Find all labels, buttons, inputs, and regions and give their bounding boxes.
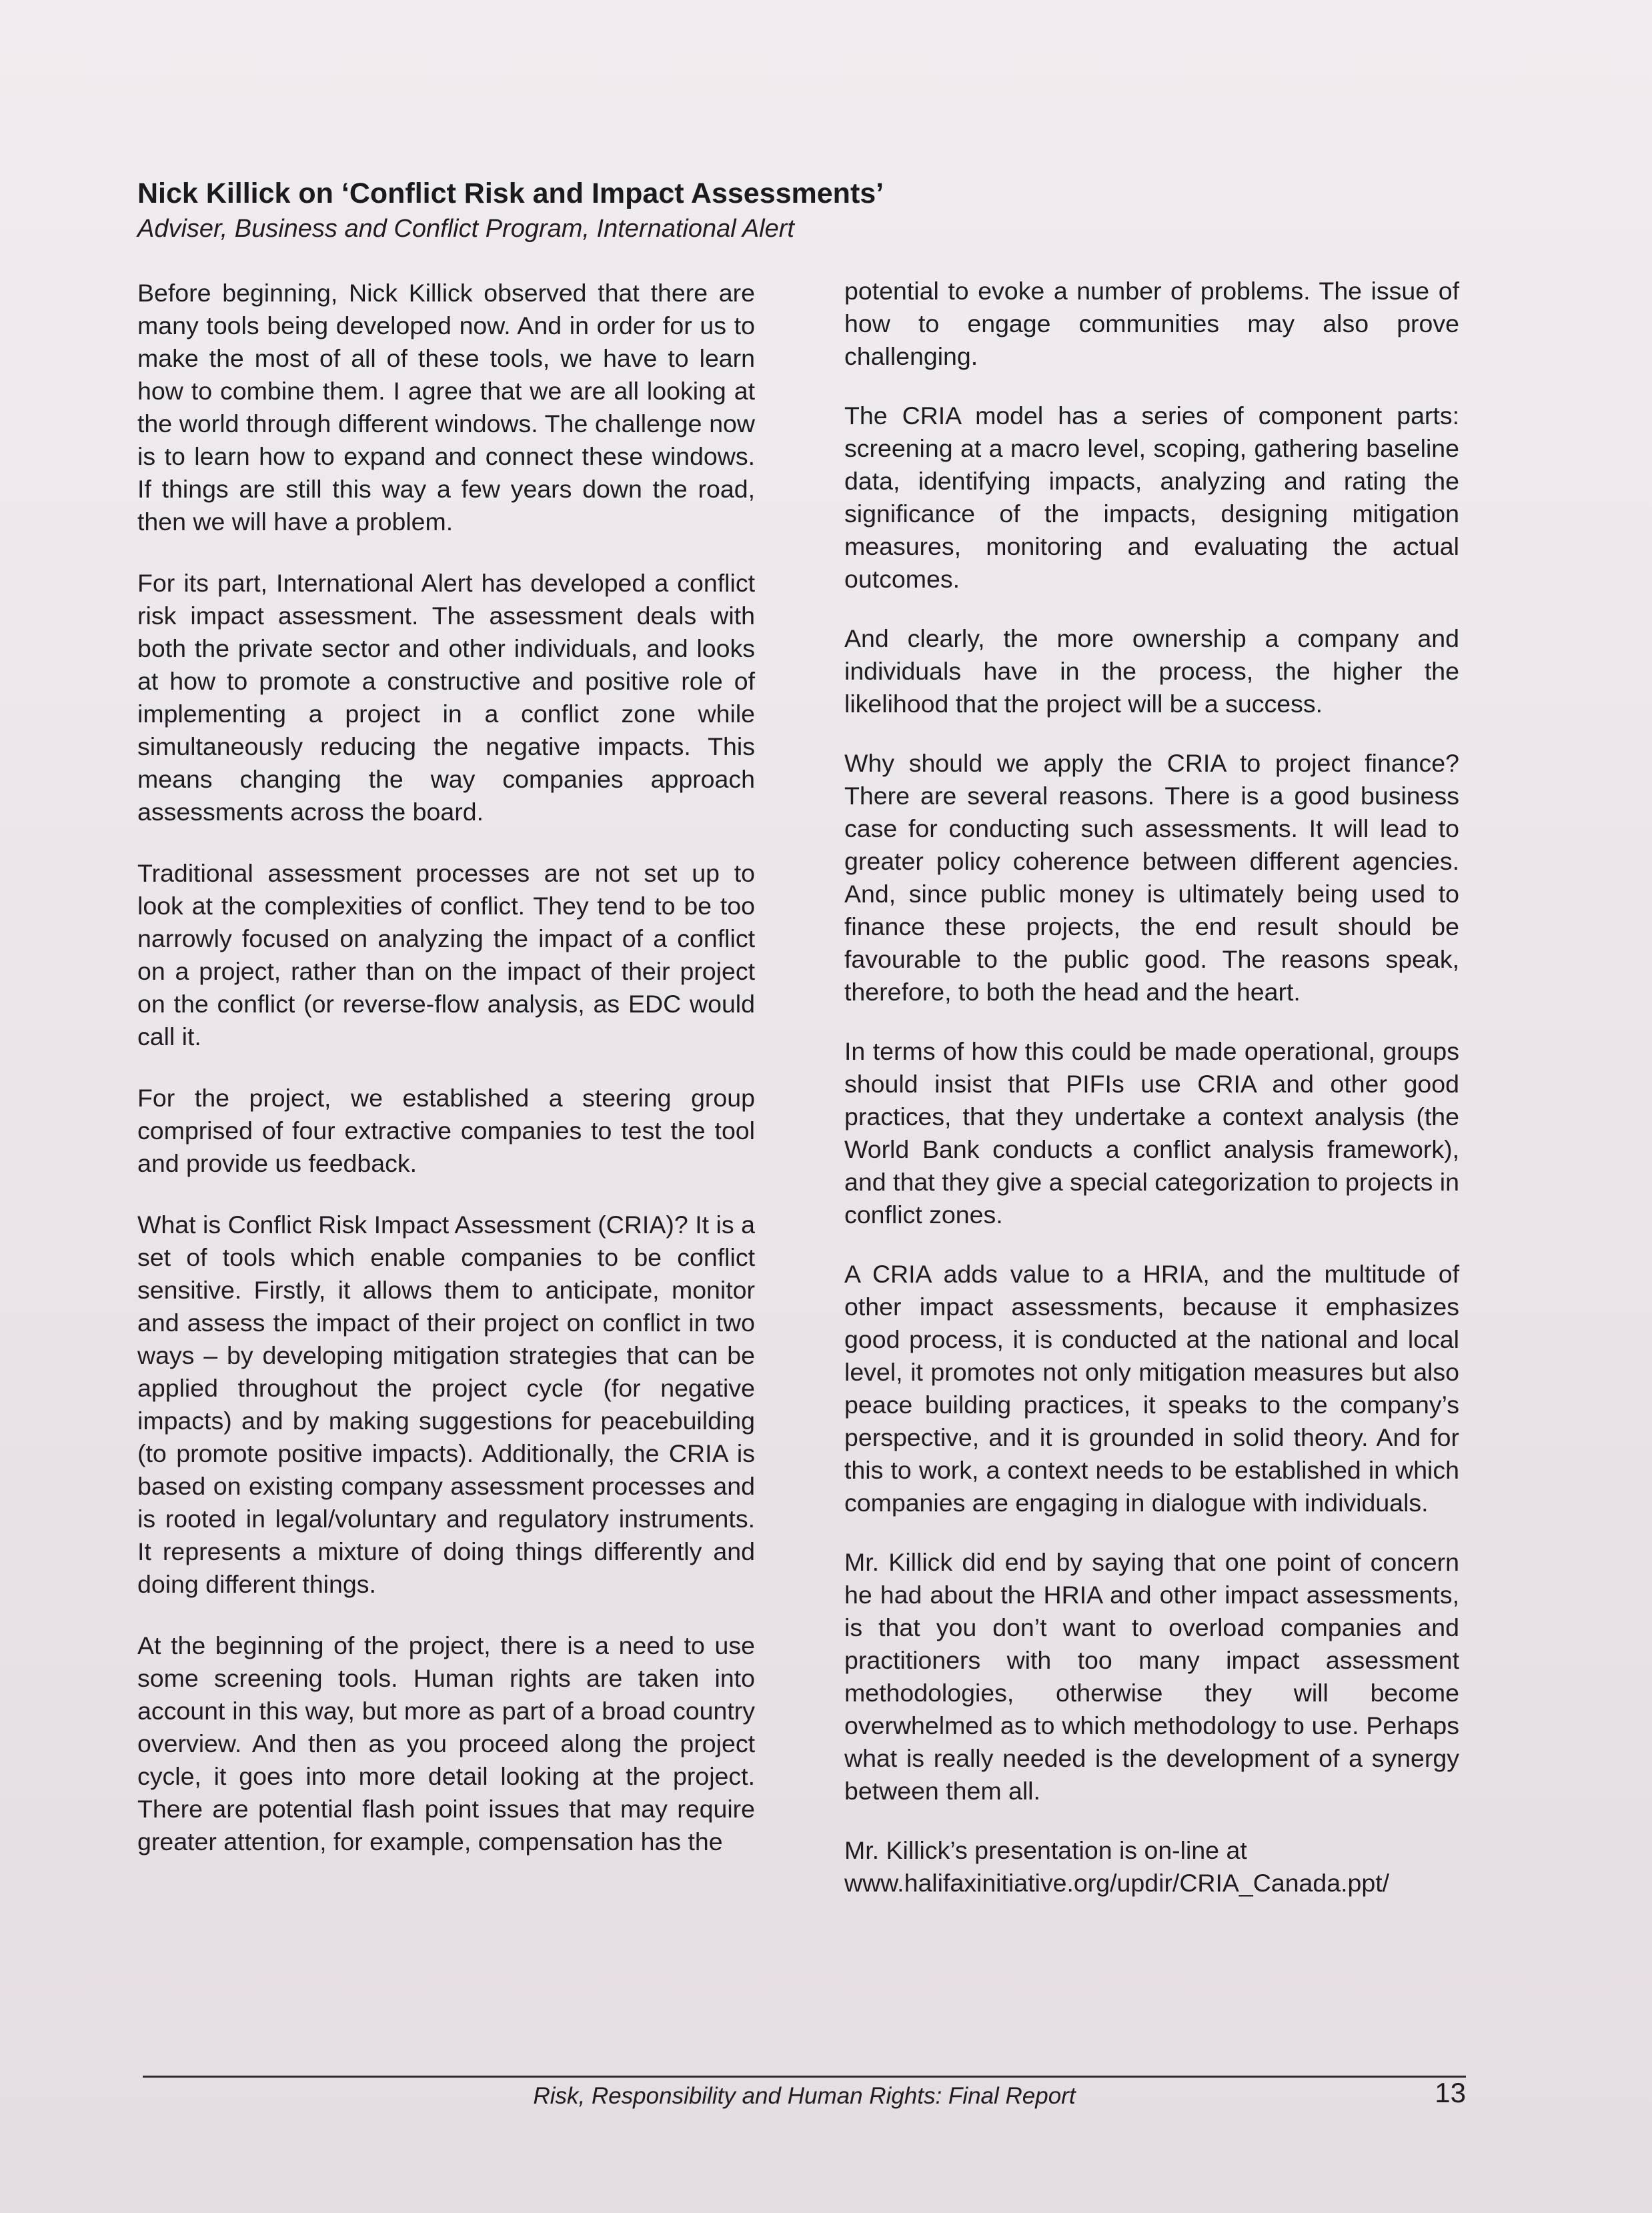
paragraph: A CRIA adds value to a HRIA, and the multitude of other impact assessments, because it emphasizes good process, it is conducted at the national and local level, it promotes not only mitigation measures but also peace building practices, it speaks to the company’s perspective, and it is grounded in solid theory. And for this to work, a context needs to be established in which companies are engaging in dialogue with individuals. (844, 1260, 1459, 1517)
presentation-note-text: Mr. Killick’s presentation is on-line at (844, 1836, 1247, 1864)
right-column (844, 275, 1459, 1926)
footer-divider (143, 2076, 1466, 2078)
speaker-affiliation: Adviser, Business and Conflict Program, International Alert (137, 215, 794, 243)
paragraph: For its part, International Alert has developed a conflict risk impact assessment. The assessment deals with both the private sector and other individuals, and looks at how to promote a constructive and positive role of implementing a project in a conflict zone while simultaneously reducing the negative impacts. This means changing the way companies approach assessments across the board. (137, 569, 755, 826)
paragraph: For the project, we established a steering group comprised of four extractive companies to test the tool and provide us feedback. (137, 1084, 755, 1177)
paragraph: Traditional assessment processes are not set up to look at the complexities of conflict. They tend to be too narrowly focused on analyzing the impact of a conflict on a project, rather than on the impact of their project on the conflict (or reverse-flow analysis, as EDC would call it. (137, 859, 755, 1050)
paragraph: potential to evoke a number of problems. The issue of how to engage communities may also prove challenging. (844, 277, 1459, 370)
footer-report-title: Risk, Responsibility and Human Rights: Final Report (533, 2083, 1076, 2109)
paragraph: Before beginning, Nick Killick observed that there are many tools being developed now. And in order for us to make the most of all of these tools, we have to learn how to combine them. I agree that we are all looking at the world through different windows. The challenge now is to learn how to expand and connect these windows. If things are still this way a few years down the road, then we will have a problem. (137, 279, 755, 536)
paragraph: At the beginning of the project, there is a need to use some screening tools. Human rights are taken into account in this way, but more as part of a broad country overview. And then as you proceed along the project cycle, it goes into more detail looking at the project. There are potential flash point issues that may require greater attention, for example, compensation has the (137, 1631, 755, 1856)
article-title: Nick Killick on ‘Conflict Risk and Impact Assessments’ (137, 177, 884, 209)
paragraph: The CRIA model has a series of component parts: screening at a macro level, scoping, gathering baseline data, identifying impacts, analyzing and rating the significance of the impacts, designing mitigation measures, monitoring and evaluating the actual outcomes. (844, 402, 1459, 593)
paragraph: Mr. Killick did end by saying that one point of concern he had about the HRIA and other impact assessments, is that you don’t want to overload companies and practitioners with too many impact assessment methodologies, otherwise they will become overwhelmed as to which methodology to use. Perhaps what is really needed is the development of a synergy between them all. (844, 1548, 1459, 1805)
left-column (137, 277, 755, 1887)
paragraph: Why should we apply the CRIA to project finance? There are several reasons. There is a good business case for conducting such assessments. It will lead to greater policy coherence between different agencies. And, since public money is ultimately being used to finance these projects, the end result should be favourable to the public good. The reasons speak, therefore, to both the head and the heart. (844, 749, 1459, 1006)
presentation-url: www.halifaxinitiative.org/updir/CRIA_Canada.ppt/ (844, 1869, 1390, 1897)
paragraph: In terms of how this could be made operational, groups should insist that PIFIs use CRIA and other good practices, that they undertake a context analysis (the World Bank conducts a conflict analysis framework), and that they give a special categorization to projects in conflict zones. (844, 1037, 1459, 1229)
page-number: 13 (1435, 2077, 1466, 2108)
presentation-note (844, 1834, 1459, 1900)
paragraph: What is Conflict Risk Impact Assessment (CRIA)? It is a set of tools which enable companies to be conflict sensitive. Firstly, it allows them to anticipate, monitor and assess the impact of their project on conflict in two ways – by developing mitigation strategies that can be applied throughout the project cycle (for negative impacts) and by making suggestions for peacebuilding (to promote positive impacts). Additionally, the CRIA is based on existing company assessment processes and is rooted in legal/voluntary and regulatory instruments. It represents a mixture of doing things differently and doing different things. (137, 1211, 755, 1598)
article-header (137, 175, 1038, 245)
paragraph: And clearly, the more ownership a company and individuals have in the process, the higher the likelihood that the project will be a success. (844, 624, 1459, 718)
